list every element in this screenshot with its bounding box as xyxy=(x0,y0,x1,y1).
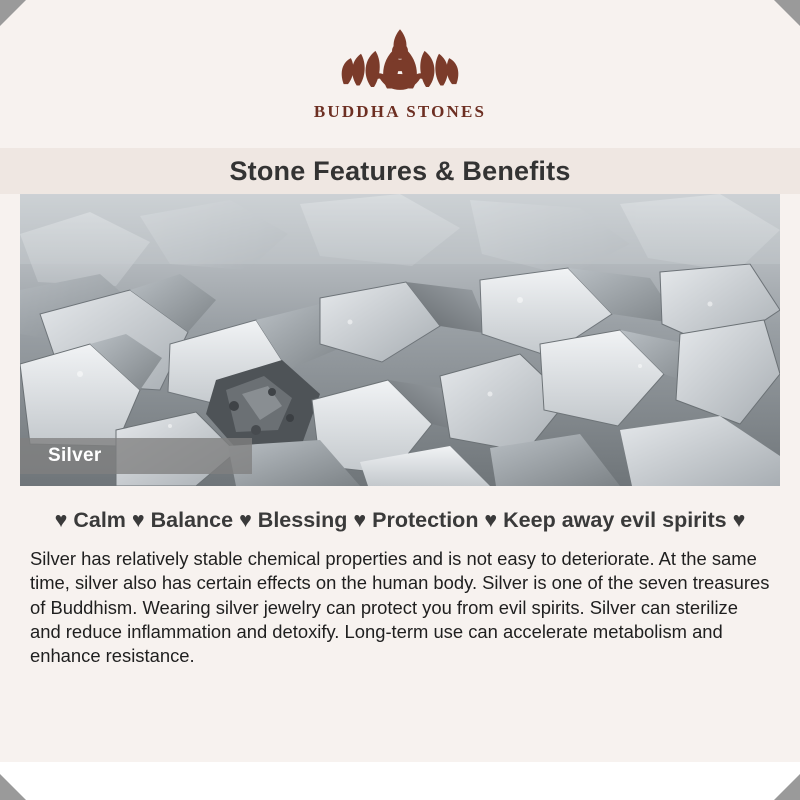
lotus-meditation-figure-icon xyxy=(334,22,466,100)
bottom-white-strip xyxy=(0,762,800,800)
description-text: Silver has relatively stable chemical properties and is not easy to deteriorate. At the same time, silver also has certain effects on the human body. Silver is one of the seven treasures of Buddhism. Wearing silver jewelry can protect you from evil spirits. Silver can sterilize and reduce inflammation and detoxify. Long-term use can accelerate metabolism and enhance resistance. xyxy=(30,548,770,667)
corner-decoration-top-right xyxy=(774,0,800,26)
benefits-line: ♥ Calm ♥ Balance ♥ Blessing ♥ Protection ♥ Keep away evil spirits ♥ xyxy=(54,508,746,532)
corner-decoration-bottom-right xyxy=(774,774,800,800)
page-title: Stone Features & Benefits xyxy=(229,155,571,186)
corner-decoration-bottom-left xyxy=(0,774,26,800)
brand-name: BUDDHA STONES xyxy=(313,102,487,121)
hero-caption: Silver xyxy=(20,438,252,474)
section-title-band xyxy=(0,148,800,194)
brand-header xyxy=(0,0,800,148)
hero-image xyxy=(20,194,780,486)
corner-decoration-top-left xyxy=(0,0,26,26)
